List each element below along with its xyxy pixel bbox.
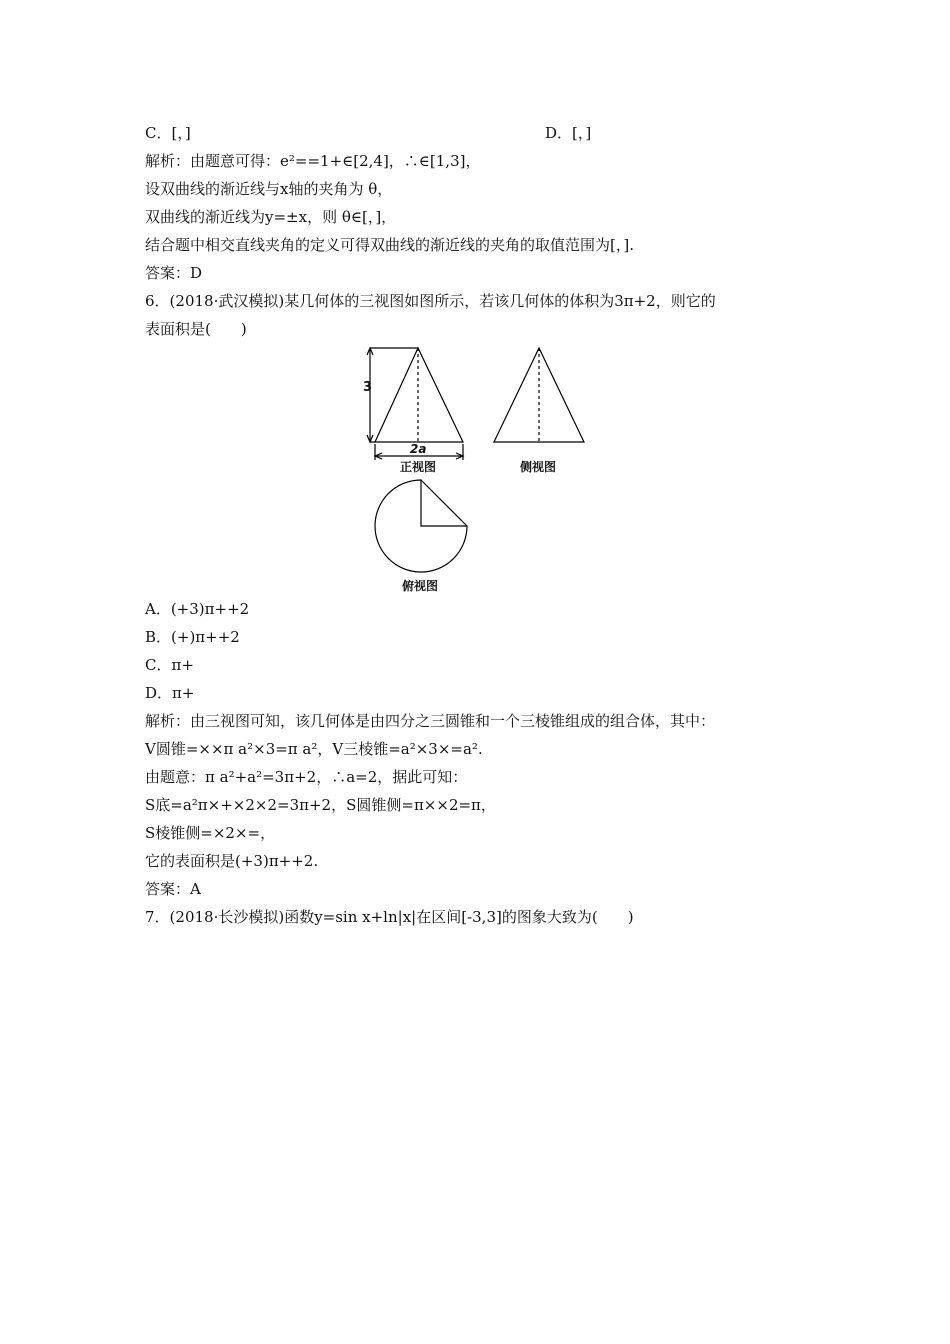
solution-6-line-3: 由题意：π a²+a²=3π+2，∴a=2，据此可知：: [145, 768, 468, 786]
solution-5-line-3: 双曲线的渐近线为y=±x，则 θ∈[，]，: [145, 208, 397, 226]
top-view-chord: [421, 480, 467, 526]
solution-5-line-1: 解析：由题意可得：e²==1+∈[2,4]，∴∈[1,3]，: [145, 152, 481, 170]
solution-6-line-1: 解析：由三视图可知，该几何体是由四分之三圆锥和一个三棱锥组成的组合体，其中：: [145, 712, 716, 730]
question-7: 7．(2018·长沙模拟)函数y=sin x+ln|x|在区间[-3,3]的图象大致为( ): [145, 908, 634, 926]
top-view-caption: 俯视图: [402, 579, 439, 593]
height-label: 3: [363, 380, 373, 395]
solution-5-line-4: 结合题中相交直线夹角的定义可得双曲线的渐近线的夹角的取值范围为[，].: [145, 236, 634, 254]
answer-5: 答案：D: [145, 264, 203, 282]
three-view-drawing: [355, 338, 615, 598]
solution-6-line-5: S棱锥侧=×2×=，: [145, 824, 276, 842]
answer-6: 答案：A: [145, 880, 201, 898]
top-view-sector: [375, 480, 467, 572]
front-view-caption: 正视图: [400, 460, 437, 474]
option-6-a: A．(+3)π++2: [145, 600, 250, 618]
solution-6-line-4: S底=a²π×+×2×2=3π+2，S圆锥侧=π××2=π，: [145, 796, 496, 814]
base-label: 2a: [410, 442, 427, 456]
side-view-caption: 侧视图: [520, 460, 557, 474]
question-6-line-2: 表面积是( ): [145, 320, 247, 338]
option-c: C．[，]: [145, 124, 191, 142]
front-view-triangle: [375, 348, 463, 442]
solution-5-line-2: 设双曲线的渐近线与x轴的夹角为 θ，: [145, 180, 393, 198]
option-6-d: D．π+: [145, 684, 195, 702]
option-6-b: B．(+)π++2: [145, 628, 240, 646]
solution-6-line-6: 它的表面积是(+3)π++2.: [145, 852, 319, 870]
option-6-c: C．π+: [145, 656, 194, 674]
three-view-figure: [355, 338, 615, 602]
option-d: D．[，]: [545, 124, 592, 142]
question-6-line-1: 6．(2018·武汉模拟)某几何体的三视图如图所示，若该几何体的体积为3π+2，则它的: [145, 292, 716, 310]
solution-6-line-2: V圆锥=××π a²×3=π a²，V三棱锥=a²×3×=a².: [145, 740, 483, 758]
